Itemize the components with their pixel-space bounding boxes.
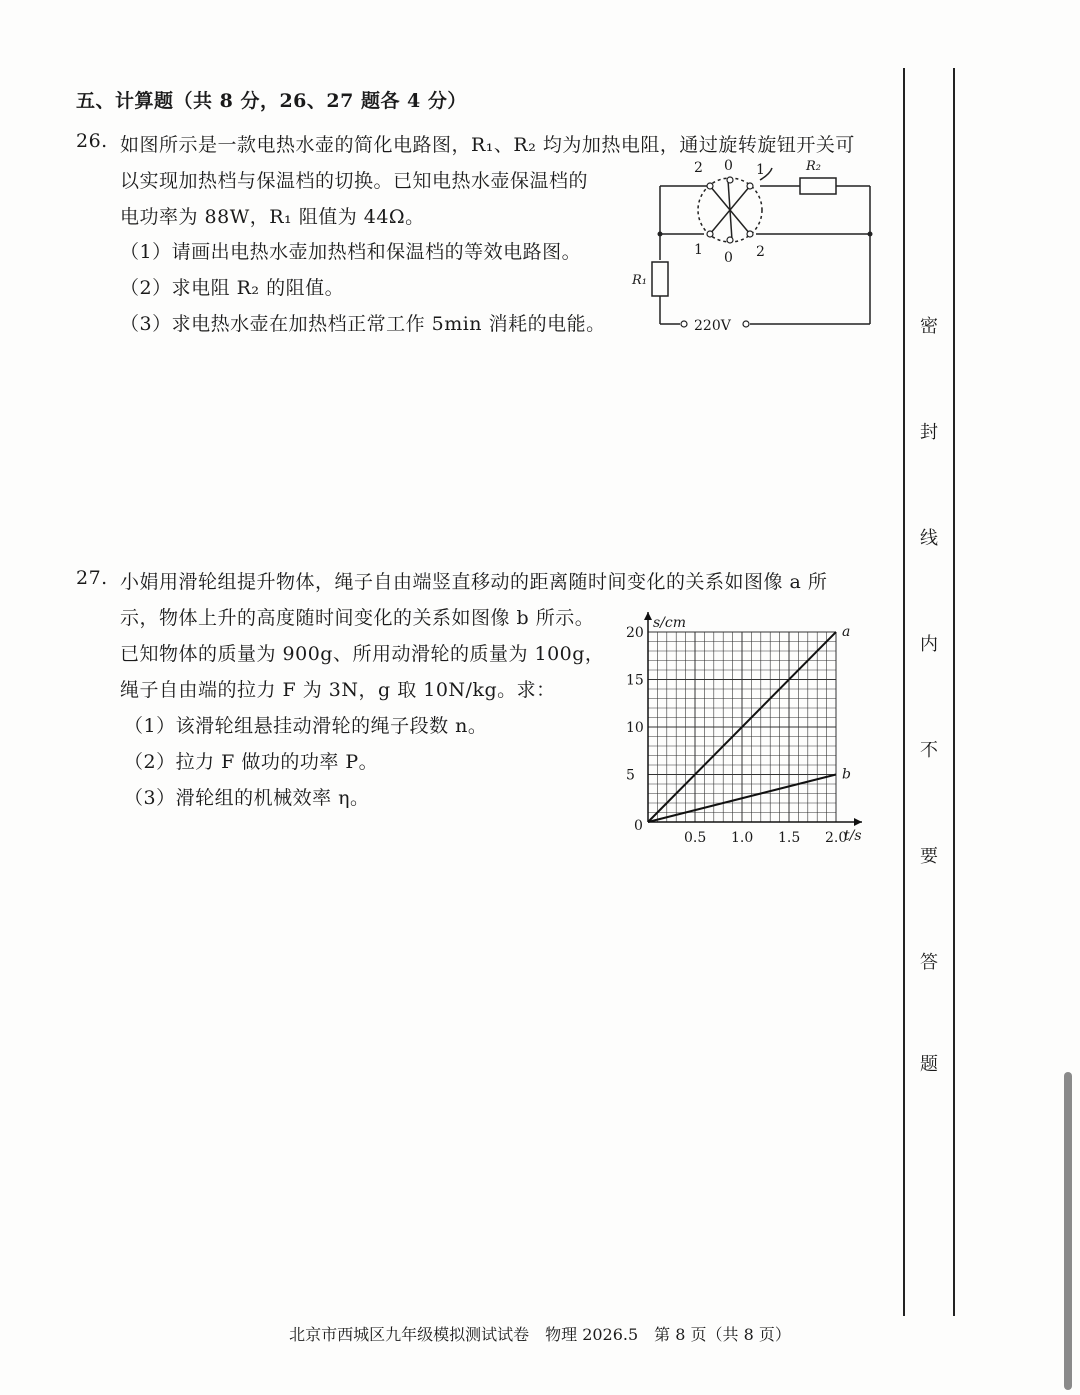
terminal-right [743,321,749,327]
q27-sub-2: （2）拉力 F 做功的功率 P。 [124,751,379,773]
r2-resistor [800,178,836,194]
st-graph [620,600,880,850]
x-axis-arrow [854,818,862,826]
q27-sub-1: （1）该滑轮组悬挂动滑轮的绳子段数 n。 [124,715,488,737]
junction-right [868,232,873,237]
voltage-label: 220V [694,318,731,334]
q26-number: 26. [76,130,108,152]
q26-line-2: 以实现加热档与保温档的切换。已知电热水壶保温档的 [120,170,589,192]
contact-bottom-0 [727,237,733,243]
label-bottom-0: 0 [724,250,733,266]
origin-label: 0 [634,818,643,834]
series-label-b: b [842,766,851,783]
series-label-a: a [842,624,851,640]
binding-char-5: 不 [920,740,938,761]
contact-top-1 [747,183,753,189]
binding-char-2: 封 [920,422,938,443]
label-top-0: 0 [724,158,733,174]
label-bottom-2: 2 [756,244,765,260]
binding-char-7: 答 [920,952,938,973]
binding-char-1: 密 [920,316,938,337]
terminal-left [681,321,687,327]
q26-line-1: 如图所示是一款电热水壶的简化电路图，R₁、R₂ 均为加热电阻，通过旋转旋钮开关可 [120,134,855,156]
contact-top-2 [707,183,713,189]
junction-left [658,232,663,237]
label-top-2: 2 [694,160,703,176]
binding-char-6: 要 [920,846,938,867]
q27-sub-3: （3）滑轮组的机械效率 η。 [124,787,370,809]
q26-sub-2: （2）求电阻 R₂ 的阻值。 [120,277,345,299]
q26-line-3: 电功率为 88W，R₁ 阻值为 44Ω。 [120,206,425,228]
binding-rule-right [953,68,955,1316]
binding-char-8: 题 [920,1054,938,1075]
contact-bottom-2 [747,231,753,237]
binding-char-3: 线 [920,528,938,549]
r2-label: R₂ [806,159,821,174]
section-title: 五、计算题（共 8 分，26、27 题各 4 分） [76,90,467,112]
x-axis-label: t/s [844,828,862,844]
y-axis-arrow [644,612,652,620]
q27-line-4: 绳子自由端的拉力 F 为 3N，g 取 10N/kg。求： [120,679,556,701]
contact-bottom-1 [707,231,713,237]
q27-number: 27. [76,567,108,589]
y-tick-label: 15 [626,672,644,689]
q27-line-2: 示，物体上升的高度随时间变化的关系如图像 b 所示。 [120,607,595,629]
circuit-diagram [620,150,890,340]
label-top-1: 1 [756,162,765,178]
x-tick-label: 0.5 [684,830,707,846]
x-tick-label: 1.0 [731,830,754,846]
r1-resistor [652,262,668,296]
binding-rule-left [903,68,905,1316]
contact-top-0 [727,177,733,183]
y-tick-label: 5 [626,767,635,784]
q27-line-3: 已知物体的质量为 900g、所用动滑轮的质量为 100g， [120,643,605,665]
q26-sub-3: （3）求电热水壶在加热档正常工作 5min 消耗的电能。 [120,313,606,335]
vertical-scrollbar[interactable] [1064,1072,1072,1390]
r1-label: R₁ [632,273,647,288]
y-tick-label: 20 [626,625,644,641]
y-tick-label: 10 [626,720,644,736]
switch-blade-3 [728,180,732,240]
q27-line-1: 小娟用滑轮组提升物体，绳子自由端竖直移动的距离随时间变化的关系如图像 a 所 [120,571,828,593]
label-bottom-1: 1 [694,242,703,258]
x-tick-label: 1.5 [778,830,801,846]
binding-char-4: 内 [920,634,938,655]
page-footer: 北京市西城区九年级模拟测试试卷 物理 2026.5 第 8 页（共 8 页） [289,1325,791,1344]
x-tick-label: 2.0 [825,830,848,846]
q26-sub-1: （1）请画出电热水壶加热档和保温档的等效电路图。 [120,241,582,263]
y-axis-label: s/cm [653,615,687,631]
